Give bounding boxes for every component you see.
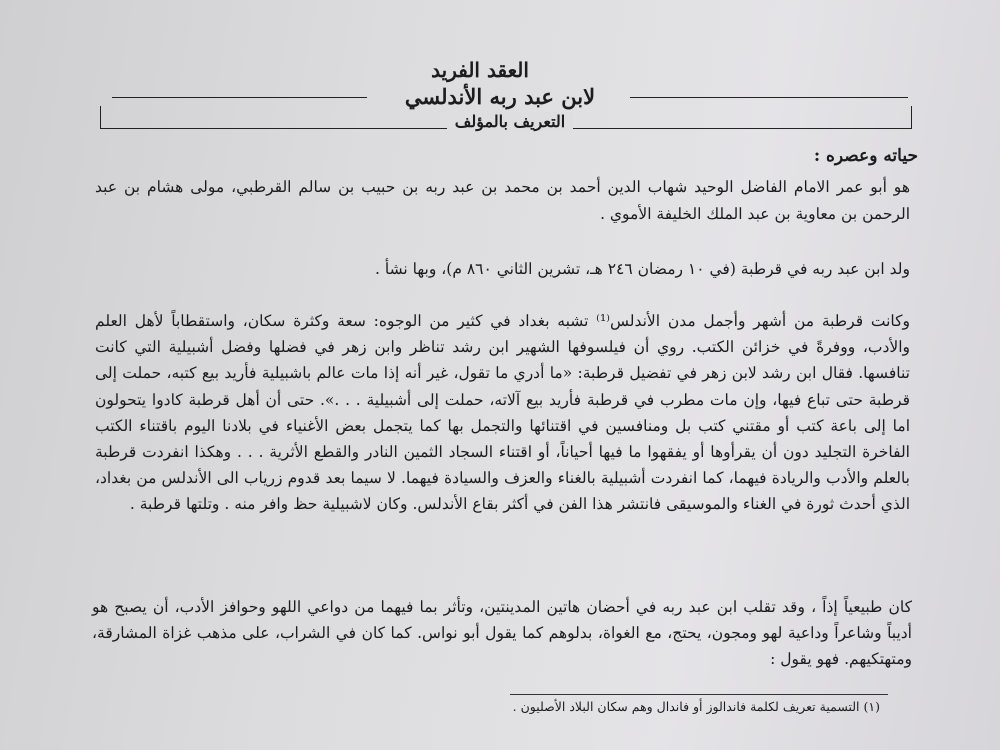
section-title bbox=[410, 112, 610, 131]
title-rule-right bbox=[630, 97, 908, 98]
paragraph-1: هو أبو عمر الامام الفاضل الوحيد شهاب الدين أحمد بن محمد بن عبد ربه بن حبيب بن سالم القرطبي، مولى هشام بن عبد الرحمن بن معاوية بن عبد الملك الخليفة الأموي . bbox=[95, 178, 910, 223]
author-title: لابن عبد ربه الأندلسي bbox=[404, 84, 596, 109]
paragraph-4: كان طبيعياً إذاً ، وقد تقلب ابن عبد ربه في أحضان هاتين المدينتين، وتأثر بما فيهما من دواعي اللهو وحوافز الأدب، أن يصبح هو أديباً وشاعراً وداعية لهو ومجون، يحتج، مع الغواة، بدلوهم كما يقول أبو نواس. كما كان في الشراب، على مذهب غزاة المشارقة، ومتهتكيهم. فهو يقول : bbox=[92, 598, 912, 668]
title-rule-left bbox=[112, 97, 367, 98]
paragraph-2: ولد ابن عبد ربه في قرطبة (في ١٠ رمضان ٢٤٦ هـ، تشرين الثاني ٨٦٠ م)، وبها نشأ . bbox=[375, 260, 910, 278]
paragraph-3: وكانت قرطبة من أشهر وأجمل مدن الأندلس⁽¹⁾ تشبه بغداد في كثير من الوجوه: سعة وكثرة سكان، واستقطاباً لأهل العلم والأدب، ووفرةً في خزائن الكتب. روي أن فيلسوفها الشهير ابن رشد تناظر وابن زهر في فضلها وفضل أشبيلية التي كانت تنافسها. فقال ابن رشد لابن زهر في تفضيل قرطبة: «ما أدري ما تقول، غير أنه إذا مات عالم باشبيلية فأريد بيع كتبه، حملت إلى قرطبة حتى تباع فيها، وإن مات مطرب في قرطبة فأريد بيع آلاته، حملت إلى أشبيلية . . .». حتى أن أهل قرطبة كادوا يتحولون اما إلى باعة كتب أو مقتني كتب بل ومنافسين في اقتنائها والتجمل بها كما يتجمل بعض الأغنياء في بلادنا اليوم باقتناء الكتب الفاخرة التجليد دون أن يقرأوها أو يفقهوا ما فيها أحياناً، أو اقتناء السجاد الثمين النادر والقطع الأثرية . . . وهكذا انفردت قرطبة بالعلم والأدب والريادة فيهما، كما انفردت أشبيلية بالغناء والعزف والسيادة فيهما. لا سيما بعد قدوم زرياب الى الأندلس من بغداد، الذي أحدث ثورة في الغناء والموسيقى فانتشر هذا الفن في أكثر بقاع الأندلس. وكان لاشبيلية حظ وافر منه . وتلتها قرطبة . bbox=[95, 312, 910, 514]
footnote: (١) التسمية تعريف لكلمة فاندالوز أو فاندال وهم سكان البلاد الأصليون . bbox=[512, 699, 880, 714]
section-title-text: التعريف بالمؤلف bbox=[447, 112, 573, 131]
book-title: العقد الفريد bbox=[431, 58, 529, 82]
footnote-rule bbox=[510, 694, 888, 695]
section-heading: حياته وعصره : bbox=[813, 146, 918, 166]
